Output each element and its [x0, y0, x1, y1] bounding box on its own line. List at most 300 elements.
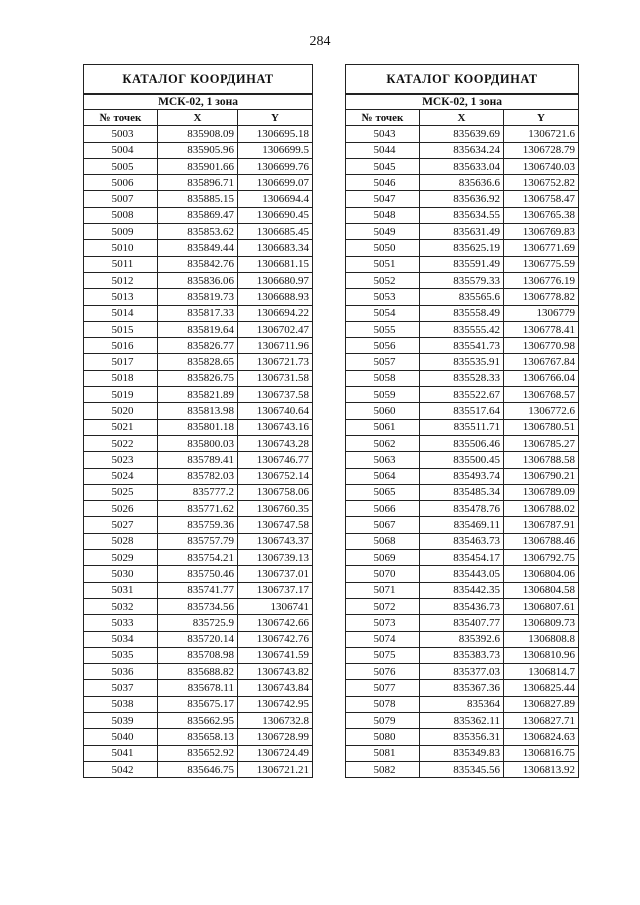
y-coordinate-cell: 1306685.45	[238, 224, 313, 240]
table-row	[346, 484, 579, 500]
x-coordinate-cell: 835819.73	[158, 289, 238, 305]
y-coordinate-cell: 1306758.06	[238, 484, 313, 500]
y-coordinate-cell: 1306767.84	[504, 354, 579, 370]
table-row	[84, 566, 313, 582]
table-row	[84, 224, 313, 240]
x-coordinate-cell: 835901.66	[158, 158, 238, 174]
y-coordinate-cell: 1306743.84	[238, 680, 313, 696]
x-coordinate-cell: 835442.35	[420, 582, 504, 598]
y-coordinate-cell: 1306770.98	[504, 338, 579, 354]
table-row	[84, 696, 313, 712]
point-number-cell: 5033	[84, 615, 158, 631]
y-coordinate-cell: 1306752.14	[238, 468, 313, 484]
table-row	[346, 615, 579, 631]
x-coordinate-cell: 835636.92	[420, 191, 504, 207]
y-coordinate-cell: 1306741.59	[238, 647, 313, 663]
x-coordinate-cell: 835631.49	[420, 224, 504, 240]
y-coordinate-cell: 1306788.02	[504, 501, 579, 517]
y-coordinate-cell: 1306737.17	[238, 582, 313, 598]
point-number-cell: 5040	[84, 729, 158, 745]
x-coordinate-cell: 835646.75	[158, 761, 238, 777]
point-number-cell: 5057	[346, 354, 420, 370]
y-coordinate-cell: 1306758.47	[504, 191, 579, 207]
x-coordinate-cell: 835364	[420, 696, 504, 712]
x-coordinate-cell: 835392.6	[420, 631, 504, 647]
point-number-cell: 5071	[346, 582, 420, 598]
point-number-cell: 5059	[346, 387, 420, 403]
y-coordinate-cell: 1306814.7	[504, 664, 579, 680]
x-coordinate-cell: 835541.73	[420, 338, 504, 354]
y-coordinate-cell: 1306721.21	[238, 761, 313, 777]
table-row	[346, 631, 579, 647]
point-number-cell: 5046	[346, 175, 420, 191]
y-coordinate-cell: 1306772.6	[504, 403, 579, 419]
point-number-cell: 5068	[346, 533, 420, 549]
table-row	[346, 468, 579, 484]
table-row	[84, 484, 313, 500]
table-row	[84, 321, 313, 337]
table-row	[346, 191, 579, 207]
x-coordinate-cell: 835652.92	[158, 745, 238, 761]
y-coordinate-cell: 1306743.82	[238, 664, 313, 680]
table-row	[84, 761, 313, 777]
y-coordinate-cell: 1306721.73	[238, 354, 313, 370]
y-coordinate-cell: 1306724.49	[238, 745, 313, 761]
point-number-cell: 5018	[84, 370, 158, 386]
x-coordinate-cell: 835625.19	[420, 240, 504, 256]
table-row	[84, 533, 313, 549]
point-number-cell: 5007	[84, 191, 158, 207]
y-coordinate-cell: 1306780.51	[504, 419, 579, 435]
y-coordinate-cell: 1306721.6	[504, 126, 579, 142]
table-row	[346, 598, 579, 614]
y-coordinate-cell: 1306808.8	[504, 631, 579, 647]
table-row	[84, 452, 313, 468]
y-coordinate-cell: 1306827.71	[504, 712, 579, 728]
x-coordinate-cell: 835633.04	[420, 158, 504, 174]
y-coordinate-cell: 1306766.04	[504, 370, 579, 386]
x-coordinate-cell: 835436.73	[420, 598, 504, 614]
x-coordinate-cell: 835522.67	[420, 387, 504, 403]
table-row	[346, 664, 579, 680]
y-coordinate-cell: 1306742.66	[238, 615, 313, 631]
table-row	[346, 761, 579, 777]
y-coordinate-cell: 1306804.06	[504, 566, 579, 582]
catalog-title: КАТАЛОГ КООРДИНАТ	[346, 65, 579, 95]
point-number-cell: 5009	[84, 224, 158, 240]
x-coordinate-cell: 835905.96	[158, 142, 238, 158]
x-coordinate-cell: 835853.62	[158, 224, 238, 240]
y-coordinate-cell: 1306737.01	[238, 566, 313, 582]
table-row	[346, 501, 579, 517]
column-header-y: Y	[504, 110, 579, 126]
table-row	[346, 354, 579, 370]
y-coordinate-cell: 1306694.22	[238, 305, 313, 321]
table-row	[346, 435, 579, 451]
x-coordinate-cell: 835591.49	[420, 256, 504, 272]
point-number-cell: 5051	[346, 256, 420, 272]
point-number-cell: 5037	[84, 680, 158, 696]
x-coordinate-cell: 835757.79	[158, 533, 238, 549]
y-coordinate-cell: 1306681.15	[238, 256, 313, 272]
table-row	[346, 582, 579, 598]
x-coordinate-cell: 835869.47	[158, 207, 238, 223]
point-number-cell: 5025	[84, 484, 158, 500]
y-coordinate-cell: 1306788.58	[504, 452, 579, 468]
point-number-cell: 5061	[346, 419, 420, 435]
catalog-title: КАТАЛОГ КООРДИНАТ	[84, 65, 313, 95]
y-coordinate-cell: 1306779	[504, 305, 579, 321]
table-row	[346, 533, 579, 549]
x-coordinate-cell: 835813.98	[158, 403, 238, 419]
x-coordinate-cell: 835478.76	[420, 501, 504, 517]
table-row	[346, 272, 579, 288]
point-number-cell: 5010	[84, 240, 158, 256]
point-number-cell: 5039	[84, 712, 158, 728]
point-number-cell: 5072	[346, 598, 420, 614]
x-coordinate-cell: 835345.56	[420, 761, 504, 777]
point-number-cell: 5077	[346, 680, 420, 696]
x-coordinate-cell: 835908.09	[158, 126, 238, 142]
y-coordinate-cell: 1306740.64	[238, 403, 313, 419]
x-coordinate-cell: 835443.05	[420, 566, 504, 582]
column-header-x: X	[158, 110, 238, 126]
point-number-cell: 5076	[346, 664, 420, 680]
point-number-cell: 5026	[84, 501, 158, 517]
x-coordinate-cell: 835558.49	[420, 305, 504, 321]
y-coordinate-cell: 1306827.89	[504, 696, 579, 712]
table-row	[346, 387, 579, 403]
x-coordinate-cell: 835801.18	[158, 419, 238, 435]
point-number-cell: 5043	[346, 126, 420, 142]
table-row	[84, 126, 313, 142]
y-coordinate-cell: 1306809.73	[504, 615, 579, 631]
point-number-cell: 5017	[84, 354, 158, 370]
x-coordinate-cell: 835528.33	[420, 370, 504, 386]
table-row	[346, 321, 579, 337]
y-coordinate-cell: 1306787.91	[504, 517, 579, 533]
y-coordinate-cell: 1306699.07	[238, 175, 313, 191]
column-header-y: Y	[238, 110, 313, 126]
point-number-cell: 5023	[84, 452, 158, 468]
y-coordinate-cell: 1306740.03	[504, 158, 579, 174]
y-coordinate-cell: 1306680.97	[238, 272, 313, 288]
x-coordinate-cell: 835688.82	[158, 664, 238, 680]
x-coordinate-cell: 835821.89	[158, 387, 238, 403]
point-number-cell: 5028	[84, 533, 158, 549]
point-number-cell: 5069	[346, 550, 420, 566]
y-coordinate-cell: 1306732.8	[238, 712, 313, 728]
x-coordinate-cell: 835634.24	[420, 142, 504, 158]
point-number-cell: 5054	[346, 305, 420, 321]
table-row	[84, 354, 313, 370]
table-row	[84, 305, 313, 321]
table-row	[84, 501, 313, 517]
point-number-cell: 5047	[346, 191, 420, 207]
point-number-cell: 5032	[84, 598, 158, 614]
x-coordinate-cell: 835771.62	[158, 501, 238, 517]
table-row	[346, 126, 579, 142]
point-number-cell: 5035	[84, 647, 158, 663]
point-number-cell: 5030	[84, 566, 158, 582]
table-row	[346, 338, 579, 354]
y-coordinate-cell: 1306816.75	[504, 745, 579, 761]
point-number-cell: 5020	[84, 403, 158, 419]
point-number-cell: 5074	[346, 631, 420, 647]
y-coordinate-cell: 1306742.95	[238, 696, 313, 712]
y-coordinate-cell: 1306789.09	[504, 484, 579, 500]
x-coordinate-cell: 835493.74	[420, 468, 504, 484]
point-number-cell: 5082	[346, 761, 420, 777]
y-coordinate-cell: 1306743.37	[238, 533, 313, 549]
point-number-cell: 5016	[84, 338, 158, 354]
y-coordinate-cell: 1306695.18	[238, 126, 313, 142]
point-number-cell: 5060	[346, 403, 420, 419]
x-coordinate-cell: 835896.71	[158, 175, 238, 191]
x-coordinate-cell: 835817.33	[158, 305, 238, 321]
table-row	[84, 191, 313, 207]
point-number-cell: 5050	[346, 240, 420, 256]
y-coordinate-cell: 1306771.69	[504, 240, 579, 256]
table-row	[346, 517, 579, 533]
y-coordinate-cell: 1306739.13	[238, 550, 313, 566]
x-coordinate-cell: 835535.91	[420, 354, 504, 370]
y-coordinate-cell: 1306792.75	[504, 550, 579, 566]
x-coordinate-cell: 835377.03	[420, 664, 504, 680]
x-coordinate-cell: 835826.75	[158, 370, 238, 386]
point-number-cell: 5034	[84, 631, 158, 647]
x-coordinate-cell: 835356.31	[420, 729, 504, 745]
x-coordinate-cell: 835819.64	[158, 321, 238, 337]
x-coordinate-cell: 835511.71	[420, 419, 504, 435]
table-row	[346, 224, 579, 240]
point-number-cell: 5073	[346, 615, 420, 631]
y-coordinate-cell: 1306752.82	[504, 175, 579, 191]
point-number-cell: 5005	[84, 158, 158, 174]
x-coordinate-cell: 835708.98	[158, 647, 238, 663]
table-row	[346, 403, 579, 419]
point-number-cell: 5080	[346, 729, 420, 745]
y-coordinate-cell: 1306775.59	[504, 256, 579, 272]
table-row	[84, 598, 313, 614]
point-number-cell: 5015	[84, 321, 158, 337]
table-row	[84, 240, 313, 256]
table-row	[84, 582, 313, 598]
table-row	[346, 158, 579, 174]
point-number-cell: 5006	[84, 175, 158, 191]
table-row	[84, 419, 313, 435]
point-number-cell: 5075	[346, 647, 420, 663]
x-coordinate-cell: 835349.83	[420, 745, 504, 761]
table-row	[346, 566, 579, 582]
point-number-cell: 5003	[84, 126, 158, 142]
table-row	[346, 712, 579, 728]
y-coordinate-cell: 1306768.57	[504, 387, 579, 403]
table-row	[84, 142, 313, 158]
table-row	[346, 696, 579, 712]
table-row	[346, 729, 579, 745]
y-coordinate-cell: 1306825.44	[504, 680, 579, 696]
table-row	[84, 435, 313, 451]
x-coordinate-cell: 835734.56	[158, 598, 238, 614]
x-coordinate-cell: 835800.03	[158, 435, 238, 451]
table-row	[346, 175, 579, 191]
point-number-cell: 5008	[84, 207, 158, 223]
x-coordinate-cell: 835678.11	[158, 680, 238, 696]
x-coordinate-cell: 835754.21	[158, 550, 238, 566]
point-number-cell: 5036	[84, 664, 158, 680]
point-number-cell: 5055	[346, 321, 420, 337]
table-row	[84, 256, 313, 272]
point-number-cell: 5049	[346, 224, 420, 240]
y-coordinate-cell: 1306804.58	[504, 582, 579, 598]
coordinate-catalog-left	[83, 64, 313, 778]
x-coordinate-cell: 835362.11	[420, 712, 504, 728]
point-number-cell: 5012	[84, 272, 158, 288]
x-coordinate-cell: 835634.55	[420, 207, 504, 223]
x-coordinate-cell: 835500.45	[420, 452, 504, 468]
point-number-cell: 5062	[346, 435, 420, 451]
catalog-body	[346, 126, 579, 778]
table-row	[346, 142, 579, 158]
table-row	[84, 338, 313, 354]
y-coordinate-cell: 1306778.41	[504, 321, 579, 337]
table-row	[84, 207, 313, 223]
x-coordinate-cell: 835454.17	[420, 550, 504, 566]
point-number-cell: 5031	[84, 582, 158, 598]
table-row	[346, 745, 579, 761]
y-coordinate-cell: 1306690.45	[238, 207, 313, 223]
x-coordinate-cell: 835463.73	[420, 533, 504, 549]
y-coordinate-cell: 1306785.27	[504, 435, 579, 451]
point-number-cell: 5029	[84, 550, 158, 566]
x-coordinate-cell: 835720.14	[158, 631, 238, 647]
x-coordinate-cell: 835565.6	[420, 289, 504, 305]
table-row	[346, 240, 579, 256]
x-coordinate-cell: 835849.44	[158, 240, 238, 256]
y-coordinate-cell: 1306765.38	[504, 207, 579, 223]
x-coordinate-cell: 835517.64	[420, 403, 504, 419]
table-row	[346, 305, 579, 321]
point-number-cell: 5004	[84, 142, 158, 158]
x-coordinate-cell: 835555.42	[420, 321, 504, 337]
x-coordinate-cell: 835836.06	[158, 272, 238, 288]
y-coordinate-cell: 1306694.4	[238, 191, 313, 207]
x-coordinate-cell: 835485.34	[420, 484, 504, 500]
y-coordinate-cell: 1306824.63	[504, 729, 579, 745]
table-row	[346, 452, 579, 468]
y-coordinate-cell: 1306778.82	[504, 289, 579, 305]
point-number-cell: 5052	[346, 272, 420, 288]
y-coordinate-cell: 1306711.96	[238, 338, 313, 354]
point-number-cell: 5024	[84, 468, 158, 484]
catalog-body	[84, 126, 313, 778]
table-row	[346, 419, 579, 435]
x-coordinate-cell: 835885.15	[158, 191, 238, 207]
point-number-cell: 5027	[84, 517, 158, 533]
point-number-cell: 5044	[346, 142, 420, 158]
y-coordinate-cell: 1306776.19	[504, 272, 579, 288]
table-row	[84, 272, 313, 288]
point-number-cell: 5058	[346, 370, 420, 386]
x-coordinate-cell: 835750.46	[158, 566, 238, 582]
y-coordinate-cell: 1306807.61	[504, 598, 579, 614]
y-coordinate-cell: 1306810.96	[504, 647, 579, 663]
y-coordinate-cell: 1306699.5	[238, 142, 313, 158]
table-row	[346, 550, 579, 566]
point-number-cell: 5022	[84, 435, 158, 451]
table-row	[346, 256, 579, 272]
x-coordinate-cell: 835658.13	[158, 729, 238, 745]
point-number-cell: 5053	[346, 289, 420, 305]
y-coordinate-cell: 1306683.34	[238, 240, 313, 256]
x-coordinate-cell: 835725.9	[158, 615, 238, 631]
table-row	[84, 517, 313, 533]
point-number-cell: 5013	[84, 289, 158, 305]
point-number-cell: 5038	[84, 696, 158, 712]
table-row	[84, 158, 313, 174]
catalog-zone: МСК-02, 1 зона	[84, 94, 313, 110]
table-row	[84, 712, 313, 728]
x-coordinate-cell: 835469.11	[420, 517, 504, 533]
y-coordinate-cell: 1306699.76	[238, 158, 313, 174]
y-coordinate-cell: 1306741	[238, 598, 313, 614]
x-coordinate-cell: 835383.73	[420, 647, 504, 663]
table-row	[84, 387, 313, 403]
x-coordinate-cell: 835759.36	[158, 517, 238, 533]
table-row	[84, 631, 313, 647]
table-row	[84, 468, 313, 484]
table-row	[84, 370, 313, 386]
x-coordinate-cell: 835741.77	[158, 582, 238, 598]
point-number-cell: 5048	[346, 207, 420, 223]
point-number-cell: 5078	[346, 696, 420, 712]
coordinate-catalog-right	[345, 64, 579, 778]
x-coordinate-cell: 835636.6	[420, 175, 504, 191]
table-row	[84, 664, 313, 680]
y-coordinate-cell: 1306728.79	[504, 142, 579, 158]
point-number-cell: 5079	[346, 712, 420, 728]
y-coordinate-cell: 1306743.16	[238, 419, 313, 435]
point-number-cell: 5070	[346, 566, 420, 582]
point-number-cell: 5011	[84, 256, 158, 272]
x-coordinate-cell: 835675.17	[158, 696, 238, 712]
y-coordinate-cell: 1306728.99	[238, 729, 313, 745]
x-coordinate-cell: 835579.33	[420, 272, 504, 288]
page-number: 284	[309, 34, 331, 49]
column-header-point-number: № точек	[346, 110, 420, 126]
point-number-cell: 5056	[346, 338, 420, 354]
y-coordinate-cell: 1306747.58	[238, 517, 313, 533]
y-coordinate-cell: 1306742.76	[238, 631, 313, 647]
x-coordinate-cell: 835782.03	[158, 468, 238, 484]
table-row	[84, 729, 313, 745]
table-row	[84, 680, 313, 696]
table-row	[346, 370, 579, 386]
y-coordinate-cell: 1306788.46	[504, 533, 579, 549]
table-row	[84, 175, 313, 191]
table-row	[84, 550, 313, 566]
point-number-cell: 5042	[84, 761, 158, 777]
x-coordinate-cell: 835789.41	[158, 452, 238, 468]
x-coordinate-cell: 835367.36	[420, 680, 504, 696]
x-coordinate-cell: 835842.76	[158, 256, 238, 272]
y-coordinate-cell: 1306737.58	[238, 387, 313, 403]
table-row	[346, 207, 579, 223]
point-number-cell: 5064	[346, 468, 420, 484]
point-number-cell: 5065	[346, 484, 420, 500]
x-coordinate-cell: 835828.65	[158, 354, 238, 370]
